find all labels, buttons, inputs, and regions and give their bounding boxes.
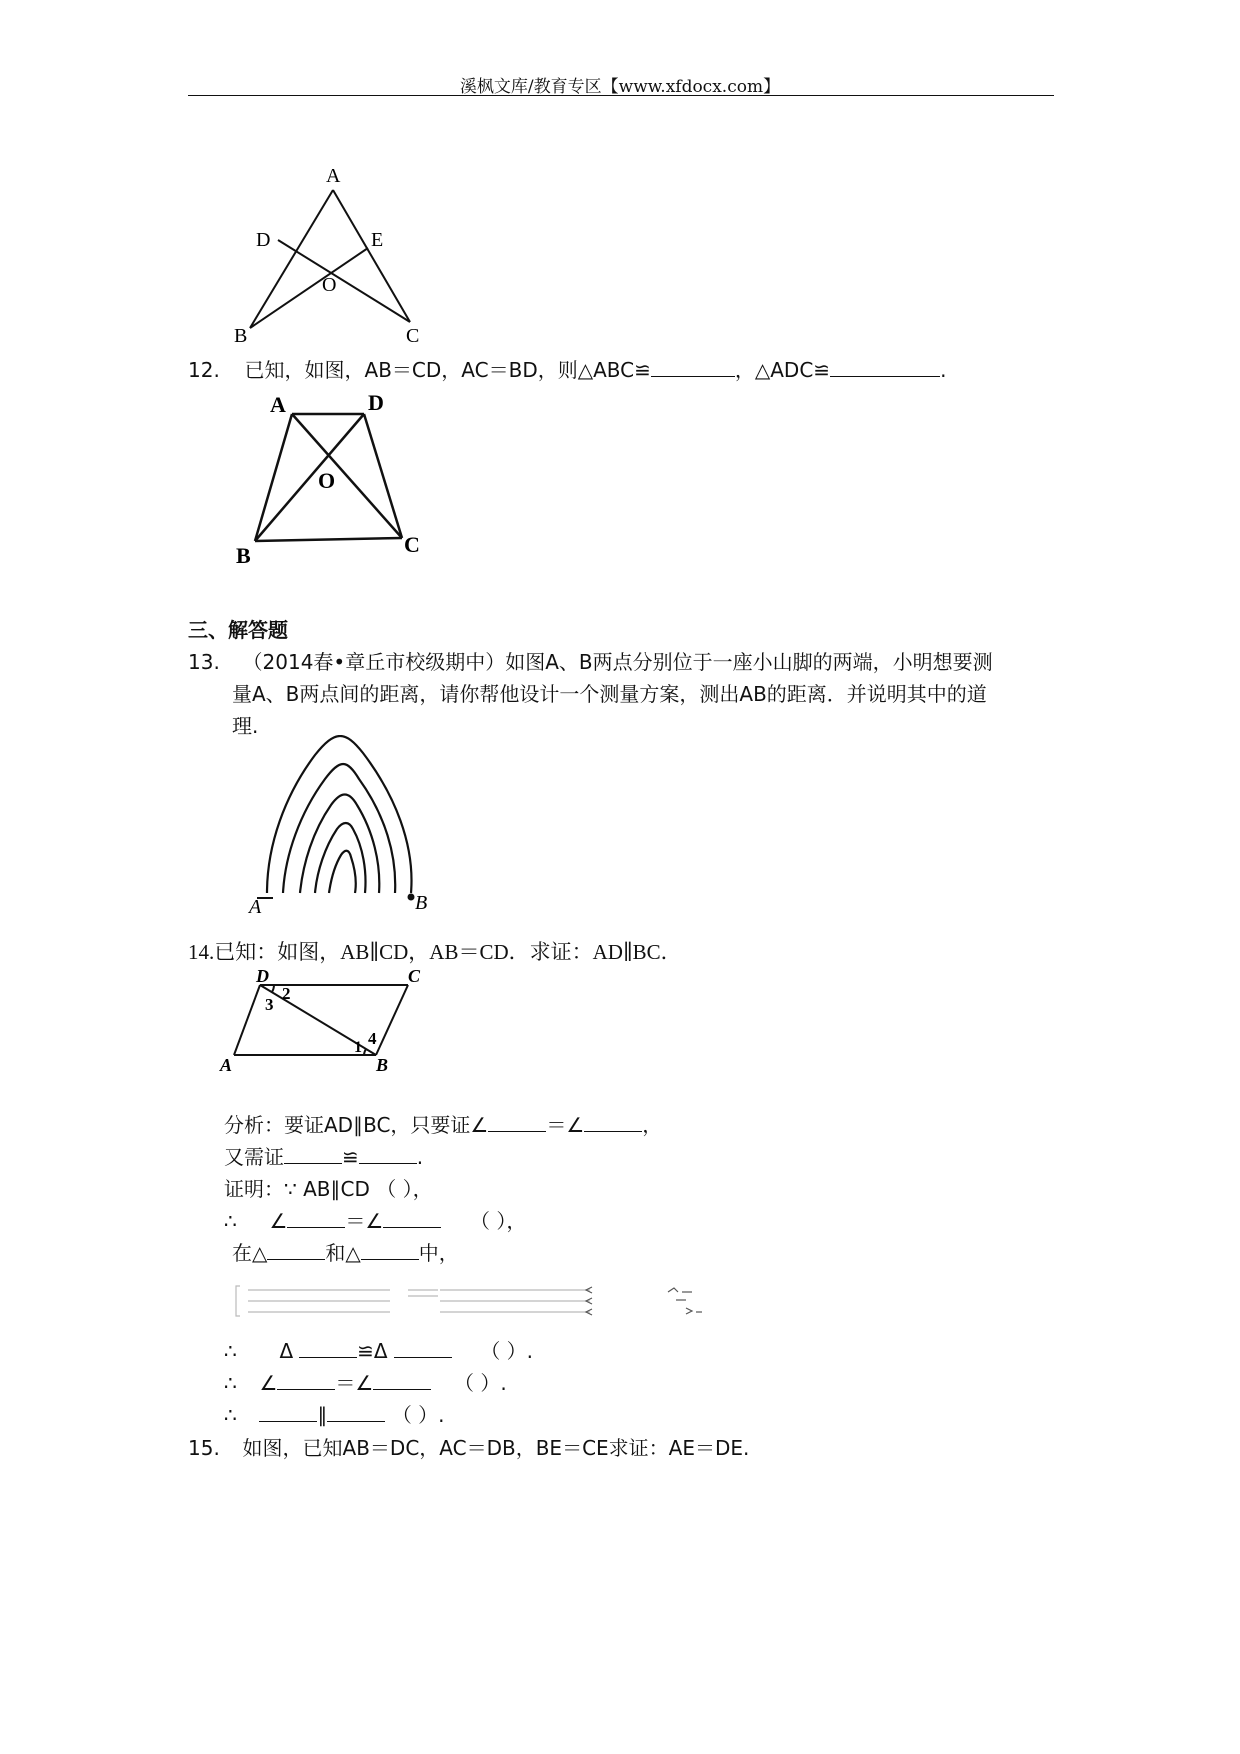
label-a: A: [326, 165, 341, 187]
figure-parallelogram: [218, 970, 428, 1080]
figure-triangle-adeo: [220, 160, 440, 350]
analysis-blank-2[interactable]: [584, 1113, 642, 1132]
therefore-symbol-1: ∴: [224, 1209, 237, 1233]
angle-label-2: 2: [282, 984, 291, 1003]
segment-cb: [376, 985, 408, 1055]
segment-dc: [278, 240, 410, 322]
angle-label-1: 1: [354, 1039, 362, 1056]
q15-line: [188, 1436, 749, 1460]
q12-number: 12.: [188, 358, 220, 382]
q12-blank-1[interactable]: [651, 358, 735, 377]
label-d: D: [368, 390, 384, 415]
label-a: A: [270, 392, 286, 417]
need-text-a: 又需证: [224, 1145, 284, 1169]
q14-number: 14.: [188, 940, 215, 964]
label-d: D: [256, 229, 271, 251]
analysis-text-b: ＝∠: [546, 1113, 585, 1137]
document-header: 溪枫文库/教育专区【www.xfdocx.com】: [459, 77, 781, 97]
in-text-b: 和△: [325, 1241, 361, 1265]
cong-blank-2[interactable]: [394, 1339, 452, 1358]
q12-text-b: ，△ADC≌: [734, 358, 831, 382]
proof2-blank-2[interactable]: [383, 1209, 441, 1228]
proof-line-4: [224, 1339, 533, 1363]
label-a: A: [220, 1055, 233, 1075]
segment-bc: [255, 538, 402, 541]
analysis-text-a: 分析：要证AD∥BC，只要证∠: [224, 1113, 489, 1137]
angle-label-3: 3: [265, 995, 274, 1014]
segment-dc: [364, 414, 402, 538]
proof5-blank-1[interactable]: [277, 1371, 335, 1390]
parallel-blank-2[interactable]: [327, 1403, 385, 1422]
label-b: B: [415, 892, 428, 914]
in-text-a: 在△: [232, 1241, 268, 1265]
q14-analysis-line: [224, 1113, 662, 1137]
point-b: [408, 894, 415, 901]
in-blank-1[interactable]: [267, 1241, 325, 1260]
segment-ac: [333, 190, 410, 322]
q14-need-line: [224, 1145, 423, 1169]
q13-line-1: [188, 650, 993, 674]
reason-paren-1: （ ），: [470, 1209, 527, 1233]
header-rule: [188, 95, 1054, 96]
need-text-b: ≌: [342, 1145, 359, 1169]
contour-5: [329, 851, 356, 893]
label-a: A: [249, 896, 262, 915]
segment-ab: [255, 414, 292, 541]
angle-arc-2: [272, 985, 274, 992]
reason-paren-2: （ ）.: [480, 1339, 534, 1363]
segment-da: [234, 985, 260, 1055]
proof-line-2: [224, 1209, 526, 1233]
cong-delta: ≌Δ: [357, 1339, 388, 1363]
q12-text-a: 已知，如图，AB＝CD，AC＝BD，则△ABC≌: [244, 358, 651, 382]
label-c: C: [406, 325, 420, 347]
brace: [236, 1286, 240, 1316]
label-b: B: [376, 1055, 389, 1075]
reason-paren-4: （ ）.: [391, 1403, 445, 1427]
parallel-blank-1[interactable]: [259, 1403, 317, 1422]
angle-label-4: 4: [368, 1029, 377, 1048]
condition-brace-lines: [230, 1282, 730, 1322]
q13-text-1: （2014春•章丘市校级期中）如图A、B两点分别位于一座小山脚的两端，小明想要测: [242, 650, 993, 674]
q15-number: 15.: [188, 1436, 220, 1460]
cong-blank-1[interactable]: [299, 1339, 357, 1358]
section-title: 三、解答题: [188, 618, 288, 642]
proof-line-5: [224, 1371, 507, 1395]
figure-hill: [245, 735, 445, 915]
figure-trapezoid-adbc: [230, 388, 430, 568]
q13-line-2: 量A、B两点间的距离，请你帮他设计一个测量方案，测出AB的距离．并说明其中的道: [232, 682, 987, 706]
label-b: B: [236, 543, 251, 568]
label-d: D: [256, 970, 269, 986]
need-blank-2[interactable]: [359, 1145, 417, 1164]
proof-line-3: [232, 1241, 459, 1265]
segment-ab: [250, 190, 333, 328]
label-o: O: [318, 468, 336, 493]
in-blank-2[interactable]: [361, 1241, 419, 1260]
proof5-blank-2[interactable]: [373, 1371, 431, 1390]
therefore-symbol-3: ∴: [224, 1371, 237, 1395]
q13-line-3: 理.: [232, 714, 259, 738]
q13-number: 13.: [188, 650, 220, 674]
label-e: E: [371, 229, 384, 251]
proof-line-1: 证明：∵ AB∥CD （ ），: [224, 1177, 433, 1201]
therefore-symbol-2: ∴: [224, 1339, 237, 1363]
proof2-blank-1[interactable]: [287, 1209, 345, 1228]
proof-line-6: [224, 1403, 445, 1427]
need-text-c: .: [416, 1145, 424, 1169]
label-c: C: [404, 532, 420, 557]
angle-symbol-2: ∠: [259, 1371, 278, 1395]
q14-statement: 已知：如图，AB∥CD，AB＝CD．求证：AD∥BC．: [214, 940, 682, 964]
reason-paren-3: （ ）.: [454, 1371, 507, 1395]
q12-blank-2[interactable]: [830, 358, 940, 377]
analysis-text-c: ，: [642, 1113, 663, 1137]
label-c: C: [408, 970, 421, 986]
need-blank-1[interactable]: [284, 1145, 342, 1164]
q12-line: [188, 358, 946, 382]
analysis-blank-1[interactable]: [488, 1113, 546, 1132]
parallel-symbol: ∥: [317, 1403, 328, 1427]
equals-angle-2: ＝∠: [335, 1371, 374, 1395]
delta-symbol: Δ: [279, 1339, 294, 1363]
label-b: B: [234, 325, 248, 347]
in-text-c: 中，: [418, 1241, 459, 1265]
q12-text-c: .: [940, 358, 947, 382]
therefore-symbol-4: ∴: [224, 1403, 237, 1427]
q14-statement-line: [188, 940, 682, 964]
angle-symbol-1: ∠: [269, 1209, 288, 1233]
label-o: O: [322, 274, 337, 296]
equals-angle-1: ＝∠: [345, 1209, 384, 1233]
contour-1: [267, 736, 412, 893]
contour-3: [300, 795, 379, 894]
q15-text: 如图，已知AB＝DC，AC＝DB，BE＝CE求证：AE＝DE.: [242, 1436, 750, 1460]
